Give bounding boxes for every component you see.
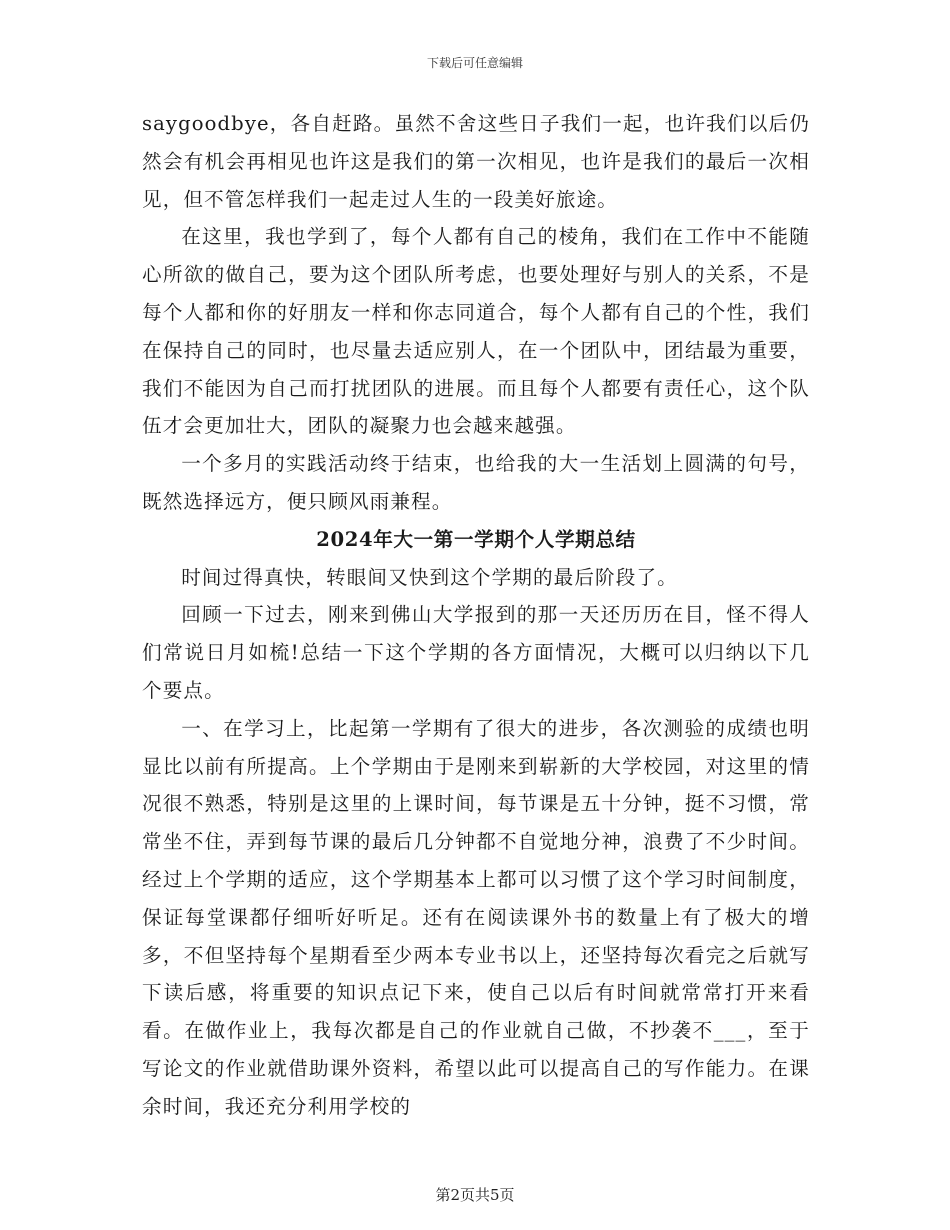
- paragraph: 时间过得真快，转眼间又快到这个学期的最后阶段了。: [181, 565, 678, 589]
- page-number: 第2页共5页: [435, 1186, 515, 1204]
- paragraph-continuation: saygoodbye，各自赶路。虽然不舍这些日子我们一起，也许我们以后仍然会有机会再相见也许这是我们的第一次相见，也许是我们的最后一次相见，但不管怎样我们一起走过人生的一段美好旅途。: [142, 112, 810, 211]
- paragraph: 回顾一下过去，刚来到佛山大学报到的那一天还历历在目，怪不得人们常说日月如梳!总结一下这个学期的各方面情况，大概可以归纳以下几个要点。: [142, 603, 810, 702]
- section-title: 2024年大一第一学期个人学期总结: [316, 527, 636, 551]
- document-body: [142, 105, 810, 1126]
- paragraph: 在这里，我也学到了，每个人都有自己的棱角，我们在工作中不能随心所欲的做自己，要为这个团队所考虑，也要处理好与别人的关系，不是每个人都和你的好朋友一样和你志同道合，每个人都有自己的个性，我们在保持自己的同时，也尽量去适应别人，在一个团队中，团结最为重要，我们不能因为自己而打扰团队的进展。而且每个人都要有责任心，这个队伍才会更加壮大，团队的凝聚力也会越来越强。: [142, 225, 810, 438]
- paragraph: 一个多月的实践活动终于结束，也给我的大一生活划上圆满的句号，既然选择远方，便只顾风雨兼程。: [142, 452, 810, 513]
- paragraph: 一、在学习上，比起第一学期有了很大的进步，各次测验的成绩也明显比以前有所提高。上个学期由于是刚来到崭新的大学校园，对这里的情况很不熟悉，特别是这里的上课时间，每节课是五十分钟，挺不习惯，常常坐不住，弄到每节课的最后几分钟都不自觉地分神，浪费了不少时间。经过上个学期的适应，这个学期基本上都可以习惯了这个学习时间制度，保证每堂课都仔细听好听足。还有在阅读课外书的数量上有了极大的增多，不但坚持每个星期看至少两本专业书以上，还坚持每次看完之后就写下读后感，将重要的知识点记下来，使自己以后有时间就常常打开来看看。在做作业上，我每次都是自己的作业就自己做，不抄袭不___，至于写论文的作业就借助课外资料，希望以此可以提高自己的写作能力。在课余时间，我还充分利用学校的: [142, 716, 810, 1118]
- page-header: 下载后可任意编辑: [426, 56, 523, 70]
